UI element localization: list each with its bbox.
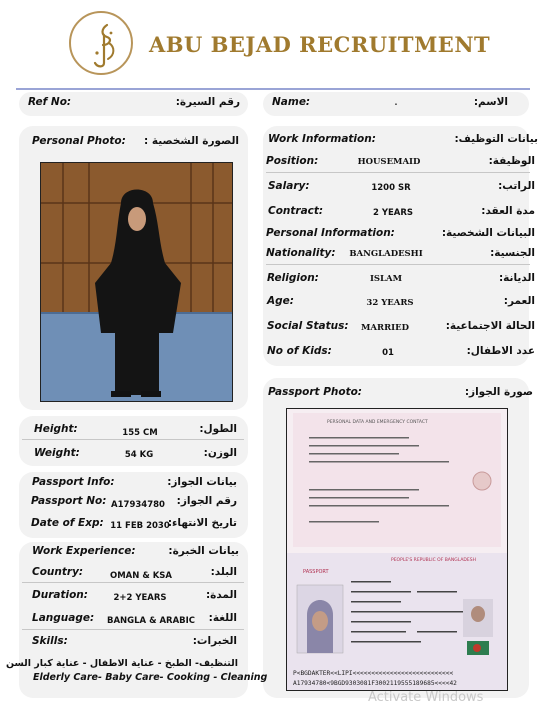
personal-photo-image: [41, 163, 232, 401]
social-status-label: Social Status:: [267, 320, 349, 332]
row-divider: [22, 582, 244, 583]
age-label: Age:: [267, 295, 294, 307]
work-experience-label: Work Experience:: [32, 545, 136, 557]
name-label-ar: الاسم:: [473, 96, 508, 108]
work-info-label-ar: بيانات التوظيف:: [454, 133, 538, 145]
skills-value-en: Elderly Care- Baby Care- Cooking - Cleaning: [33, 672, 268, 683]
passport-type-text: PASSPORT: [303, 569, 329, 575]
kids-value: 01: [382, 348, 394, 358]
height-label: Height:: [34, 423, 78, 435]
kids-label: No of Kids:: [267, 345, 332, 357]
language-label-ar: اللغة:: [208, 612, 237, 624]
ref-label-ar: رقم السيرة:: [175, 96, 240, 108]
row-divider: [22, 439, 244, 440]
language-value: BANGLA & ARABIC: [106, 616, 196, 626]
social-status-label-ar: الحالة الاجتماعية:: [445, 320, 535, 332]
country-value: OMAN & KSA: [110, 571, 172, 581]
age-label-ar: العمر:: [503, 295, 535, 307]
passport-scan-image: [287, 409, 507, 690]
language-label: Language:: [32, 612, 95, 624]
position-label-ar: الوظيفة:: [488, 155, 535, 167]
header-divider: [16, 88, 530, 90]
expiry-label: Date of Exp:: [31, 517, 104, 529]
row-divider: [266, 172, 530, 173]
work-info-label: Work Information:: [268, 133, 376, 145]
age-value: 32 YEARS: [366, 298, 414, 308]
passport-scan: [286, 408, 508, 691]
social-status-value: MARRIED: [361, 323, 409, 333]
passport-info-label-ar: بيانات الجواز:: [167, 476, 237, 488]
name-label: Name:: [272, 96, 311, 108]
ref-label: Ref No:: [28, 96, 72, 108]
expiry-value: 11 FEB 2030: [110, 521, 170, 531]
weight-value: 54 KG: [124, 450, 154, 460]
personal-info-label-ar: البيانات الشخصية:: [441, 227, 535, 239]
contract-label: Contract:: [268, 205, 324, 217]
passport-no-value: A17934780: [111, 500, 165, 510]
kids-label-ar: عدد الاطفال:: [466, 345, 535, 357]
height-value: 155 CM: [122, 428, 158, 438]
country-label: Country:: [32, 566, 84, 578]
row-divider: [22, 629, 244, 630]
personal-photo: [40, 162, 233, 402]
arabic-calligraphy-logo-icon: [71, 13, 135, 77]
nationality-value: BANGLADESHI: [349, 249, 423, 259]
position-label: Position:: [266, 155, 319, 167]
personal-photo-label-ar: الصورة الشخصية :: [143, 135, 239, 147]
company-logo: [69, 11, 133, 75]
personal-info-label: Personal Information:: [266, 227, 395, 239]
passport-no-label: Passport No:: [31, 495, 107, 507]
brand-name: ABU BEJAD RECRUITMENT: [149, 32, 491, 57]
passport-photo-label-ar: صورة الجواز:: [464, 386, 533, 398]
contract-label-ar: مدة العقد:: [481, 205, 535, 217]
windows-activation-watermark: Activate Windows: [368, 690, 484, 705]
passport-no-label-ar: رقم الجواز:: [176, 495, 237, 507]
religion-label: Religion:: [267, 272, 319, 284]
country-label-ar: البلد:: [210, 566, 237, 578]
skills-value-ar: التنظيف- الطبخ - عناية الاطفال - عناية كبار السن: [5, 658, 238, 669]
duration-value: 2+2 YEARS: [113, 593, 167, 603]
header: [0, 0, 544, 86]
height-label-ar: الطول:: [199, 423, 237, 435]
religion-value: ISLAM: [369, 274, 403, 284]
passport-info-label: Passport Info:: [32, 476, 115, 488]
position-value: HOUSEMAID: [357, 157, 421, 167]
passport-header-text: PERSONAL DATA AND EMERGENCY CONTACT: [327, 420, 428, 425]
duration-label: Duration:: [32, 589, 88, 601]
salary-label: Salary:: [268, 180, 310, 192]
expiry-label-ar: تاريخ الانتهاء:: [167, 517, 237, 529]
weight-label: Weight:: [34, 447, 80, 459]
name-value: .: [394, 98, 398, 108]
row-divider: [266, 264, 530, 265]
weight-label-ar: الوزن:: [203, 447, 237, 459]
salary-value: 1200 SR: [371, 183, 411, 193]
nationality-label: Nationality:: [266, 247, 336, 259]
skills-label: Skills:: [32, 635, 68, 647]
nationality-label-ar: الجنسية:: [490, 247, 535, 259]
passport-country-text: PEOPLE'S REPUBLIC OF BANGLADESH: [391, 558, 476, 563]
salary-label-ar: الراتب:: [498, 180, 535, 192]
passport-photo-label: Passport Photo:: [268, 386, 363, 398]
skills-label-ar: الخبرات:: [192, 635, 237, 647]
mrz-line-2: A17934780<9BGD9303081F3002119555189685<<<<42: [293, 680, 457, 687]
personal-photo-label: Personal Photo:: [32, 135, 126, 147]
duration-label-ar: المدة:: [205, 589, 237, 601]
mrz-line-1: P<BGDAKTER<<LIPI<<<<<<<<<<<<<<<<<<<<<<<<<<<: [293, 670, 454, 677]
contract-value: 2 YEARS: [372, 208, 414, 218]
work-experience-label-ar: بيانات الخبرة:: [168, 545, 239, 557]
religion-label-ar: الديانة:: [498, 272, 535, 284]
